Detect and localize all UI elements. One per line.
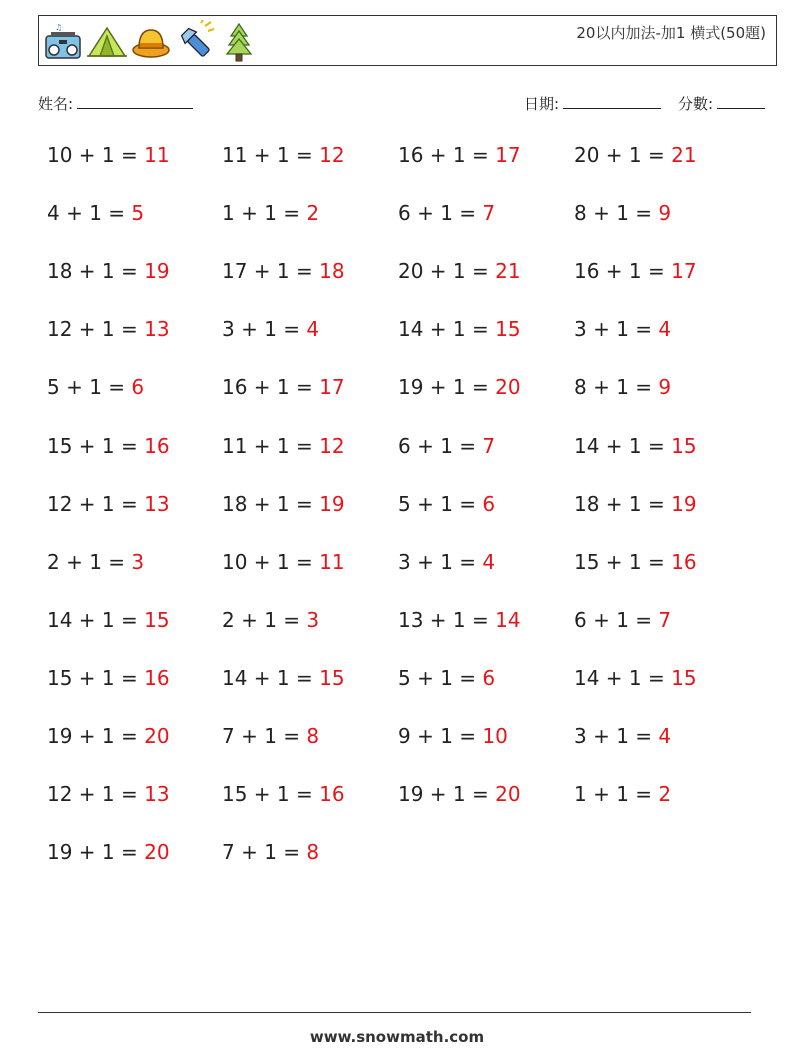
score-blank[interactable] — [717, 94, 765, 109]
problem-question: 19 + 1 = — [47, 840, 145, 865]
problem-question: 20 + 1 = — [574, 143, 672, 167]
hat-icon — [131, 20, 171, 62]
problem-question: 19 + 1 = — [47, 724, 145, 748]
problem-item — [222, 666, 345, 690]
problem-item — [47, 201, 144, 225]
problem-item — [222, 840, 319, 864]
problem-item — [574, 492, 697, 516]
problem-answer: 19 — [671, 491, 697, 516]
problem-question: 2 + 1 = — [222, 607, 307, 632]
problem-answer: 6 — [131, 375, 145, 400]
problem-item — [574, 143, 697, 167]
name-field — [38, 93, 193, 114]
problem-item — [47, 259, 170, 283]
flashlight-icon — [175, 20, 215, 62]
problem-answer: 14 — [495, 607, 521, 632]
problem-answer: 7 — [482, 201, 496, 226]
problem-item — [574, 550, 697, 574]
score-field — [678, 93, 765, 114]
problem-item — [574, 259, 697, 283]
problem-question: 14 + 1 = — [47, 607, 145, 632]
problem-question: 15 + 1 = — [574, 549, 672, 574]
problem-answer: 5 — [131, 201, 145, 226]
problem-answer: 20 — [495, 782, 521, 807]
problem-answer: 6 — [482, 665, 496, 690]
problem-question: 9 + 1 = — [398, 724, 483, 748]
problem-answer: 11 — [144, 143, 170, 167]
date-field — [524, 93, 661, 114]
problem-item — [222, 317, 319, 341]
problem-answer: 10 — [482, 724, 508, 748]
problem-item — [47, 666, 170, 690]
problem-item — [222, 608, 319, 632]
problem-question: 16 + 1 = — [222, 375, 320, 400]
problem-answer: 4 — [482, 549, 496, 574]
problem-answer: 11 — [319, 549, 345, 574]
problem-item — [222, 375, 345, 399]
problem-answer: 15 — [671, 665, 697, 690]
problem-item — [398, 608, 521, 632]
score-label: 分數: — [678, 95, 714, 113]
problem-question: 16 + 1 = — [398, 143, 496, 167]
problem-question: 5 + 1 = — [47, 375, 132, 400]
problem-answer: 15 — [144, 607, 170, 632]
problem-answer: 21 — [495, 259, 521, 284]
problem-item — [222, 201, 319, 225]
problem-item — [222, 492, 345, 516]
problem-item — [398, 375, 521, 399]
problem-answer: 20 — [144, 840, 170, 865]
problem-answer: 2 — [306, 201, 320, 226]
problem-question: 10 + 1 = — [47, 143, 145, 167]
problem-question: 19 + 1 = — [398, 782, 496, 807]
problem-item — [574, 201, 671, 225]
problem-answer: 8 — [306, 840, 320, 865]
problem-item — [574, 317, 671, 341]
problem-answer: 15 — [671, 433, 697, 458]
problem-question: 12 + 1 = — [47, 317, 145, 342]
problem-question: 20 + 1 = — [398, 259, 496, 284]
problem-answer: 3 — [131, 549, 145, 574]
problem-item — [47, 434, 170, 458]
problem-question: 14 + 1 = — [574, 433, 672, 458]
problem-question: 2 + 1 = — [47, 549, 132, 574]
problem-item — [47, 143, 170, 167]
problem-answer: 7 — [658, 607, 672, 632]
problem-question: 8 + 1 = — [574, 375, 659, 400]
problem-item — [398, 782, 521, 806]
problem-question: 1 + 1 = — [222, 201, 307, 226]
problem-question: 14 + 1 = — [574, 665, 672, 690]
problem-question: 5 + 1 = — [398, 665, 483, 690]
problem-answer: 13 — [144, 782, 170, 807]
problem-answer: 12 — [319, 433, 345, 458]
problem-item — [222, 724, 319, 748]
problem-question: 19 + 1 = — [398, 375, 496, 400]
problem-answer: 18 — [319, 259, 345, 284]
problem-question: 15 + 1 = — [47, 433, 145, 458]
problem-item — [47, 492, 170, 516]
footer-website: www.snowmath.com — [309, 1028, 485, 1046]
problem-question: 16 + 1 = — [574, 259, 672, 284]
problem-answer: 4 — [658, 317, 672, 342]
problem-question: 12 + 1 = — [47, 491, 145, 516]
problem-item — [222, 434, 345, 458]
problem-answer: 12 — [319, 143, 345, 167]
problem-item — [222, 550, 345, 574]
problem-question: 10 + 1 = — [222, 549, 320, 574]
problem-question: 6 + 1 = — [574, 607, 659, 632]
problem-item — [47, 550, 144, 574]
problem-answer: 19 — [319, 491, 345, 516]
problem-question: 3 + 1 = — [222, 317, 307, 342]
problem-item — [574, 666, 697, 690]
name-label: 姓名: — [38, 95, 74, 113]
problem-answer: 21 — [671, 143, 697, 167]
problem-answer: 2 — [658, 782, 672, 807]
problem-item — [398, 201, 495, 225]
problem-question: 3 + 1 = — [574, 724, 659, 748]
problem-answer: 20 — [144, 724, 170, 748]
problem-question: 15 + 1 = — [47, 665, 145, 690]
worksheet-title: 20以内加法-加1 横式(50題) — [576, 24, 766, 42]
problem-item — [47, 608, 170, 632]
problem-item — [574, 724, 671, 748]
worksheet-header — [38, 15, 777, 66]
problem-answer: 13 — [144, 491, 170, 516]
footer-divider — [38, 1012, 751, 1013]
problem-answer: 20 — [495, 375, 521, 400]
svg-text:♫: ♫ — [55, 23, 63, 32]
problem-question: 8 + 1 = — [574, 201, 659, 226]
radio-icon — [43, 20, 83, 62]
pine-tree-icon — [219, 20, 259, 62]
problem-question: 3 + 1 = — [398, 549, 483, 574]
problem-item — [398, 259, 521, 283]
problem-item — [47, 317, 170, 341]
problem-item — [398, 724, 508, 748]
problem-item — [398, 492, 495, 516]
problem-answer: 7 — [482, 433, 496, 458]
problem-item — [398, 143, 521, 167]
problem-answer: 16 — [144, 433, 170, 458]
problem-answer: 17 — [319, 375, 345, 400]
problem-item — [47, 375, 144, 399]
problem-item — [574, 375, 671, 399]
problem-answer: 17 — [671, 259, 697, 284]
problem-question: 7 + 1 = — [222, 840, 307, 865]
problem-answer: 16 — [144, 665, 170, 690]
problem-item — [222, 143, 345, 167]
date-label: 日期: — [524, 95, 560, 113]
problem-question: 15 + 1 = — [222, 782, 320, 807]
problem-question: 14 + 1 = — [222, 665, 320, 690]
problem-question: 11 + 1 = — [222, 433, 320, 458]
problem-question: 6 + 1 = — [398, 433, 483, 458]
problem-question: 11 + 1 = — [222, 143, 320, 167]
problem-answer: 4 — [658, 724, 672, 748]
problem-item — [574, 782, 671, 806]
problem-question: 18 + 1 = — [574, 491, 672, 516]
problem-question: 5 + 1 = — [398, 491, 483, 516]
problem-question: 18 + 1 = — [47, 259, 145, 284]
problem-answer: 4 — [306, 317, 320, 342]
problem-item — [574, 608, 671, 632]
problem-question: 17 + 1 = — [222, 259, 320, 284]
problem-answer: 16 — [671, 549, 697, 574]
problem-item — [222, 259, 345, 283]
problem-question: 14 + 1 = — [398, 317, 496, 342]
problem-answer: 19 — [144, 259, 170, 284]
problem-answer: 6 — [482, 491, 496, 516]
problem-item — [47, 782, 170, 806]
problem-question: 18 + 1 = — [222, 491, 320, 516]
problem-answer: 15 — [495, 317, 521, 342]
header-icons — [43, 20, 259, 62]
problem-question: 3 + 1 = — [574, 317, 659, 342]
problem-question: 12 + 1 = — [47, 782, 145, 807]
problem-answer: 9 — [658, 375, 672, 400]
problem-question: 7 + 1 = — [222, 724, 307, 748]
problem-item — [47, 840, 170, 864]
tent-icon — [87, 20, 127, 62]
problem-item — [574, 434, 697, 458]
problem-answer: 15 — [319, 665, 345, 690]
problem-item — [398, 434, 495, 458]
problem-item — [222, 782, 345, 806]
problem-question: 4 + 1 = — [47, 201, 132, 226]
problem-answer: 8 — [306, 724, 320, 748]
problem-answer: 3 — [306, 607, 320, 632]
problem-answer: 9 — [658, 201, 672, 226]
date-blank[interactable] — [563, 94, 661, 109]
name-blank[interactable] — [77, 94, 193, 109]
problem-item — [398, 666, 495, 690]
problem-question: 6 + 1 = — [398, 201, 483, 226]
problem-answer: 16 — [319, 782, 345, 807]
problem-question: 1 + 1 = — [574, 782, 659, 807]
problem-item — [398, 317, 521, 341]
problem-answer: 17 — [495, 143, 521, 167]
problem-item — [47, 724, 170, 748]
problem-question: 13 + 1 = — [398, 607, 496, 632]
problem-answer: 13 — [144, 317, 170, 342]
problem-item — [398, 550, 495, 574]
